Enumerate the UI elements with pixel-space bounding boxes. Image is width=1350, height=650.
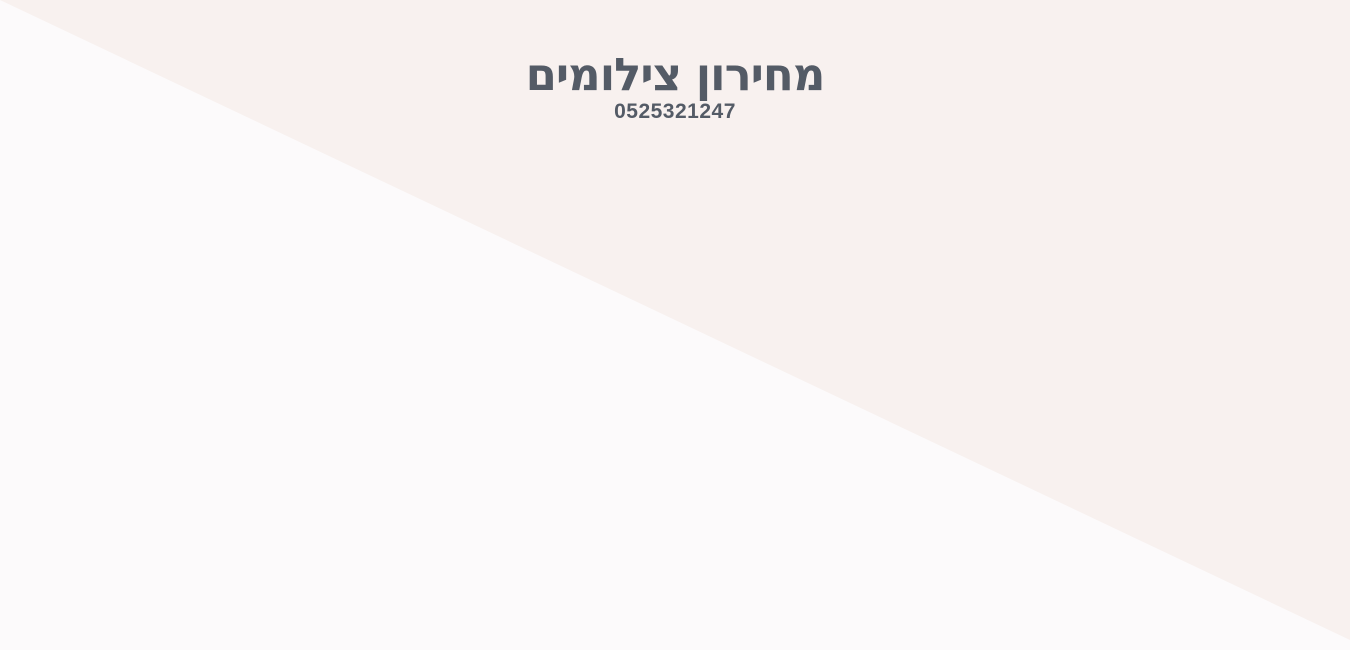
page-header	[0, 50, 1350, 124]
page-title: מחירון צילומים	[525, 48, 825, 101]
phone-number: 0525321247	[614, 100, 736, 123]
